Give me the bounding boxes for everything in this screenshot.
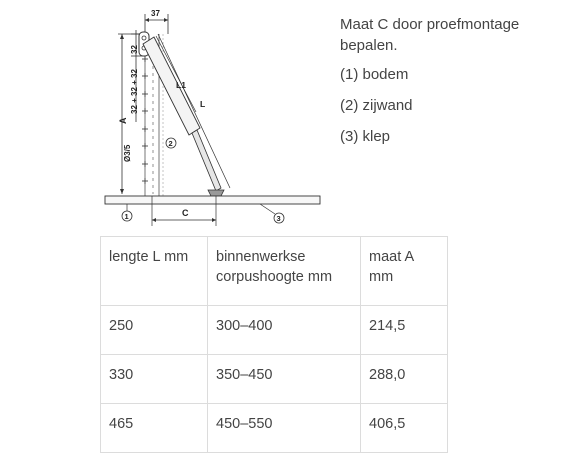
technical-drawing [100, 4, 330, 229]
dim-L-label: L [200, 99, 206, 109]
dim-37-arrow-right [164, 18, 168, 22]
marker-1-label: 1 [124, 212, 129, 221]
dim-L1-label: L1 [176, 80, 186, 90]
cell-length: 465 [101, 404, 208, 453]
strut-cylinder [143, 37, 200, 135]
dim-A-label: A [118, 117, 128, 124]
legend-item-zijwand: (2) zijwand [340, 97, 413, 114]
dim-C-label: C [182, 208, 189, 218]
legend-item-klep: (3) klep [340, 128, 391, 145]
marker-2-label: 2 [168, 139, 173, 148]
table-row [101, 306, 448, 355]
dim-C-arrow-right [212, 218, 216, 222]
dim-A-arrow-top [120, 34, 124, 39]
spec-table [100, 236, 448, 453]
marker-3-leader [260, 204, 275, 214]
cell-cabinet-height: 450–550 [208, 404, 361, 453]
notes-panel [340, 14, 575, 157]
bottom-board [105, 196, 320, 204]
cell-cabinet-height: 350–450 [208, 355, 361, 404]
strut-rod [192, 130, 221, 191]
header-cabinet-height: binnenwerkse corpushoogte mm [208, 237, 361, 306]
dim-32x3-label: 32 + 32 + 32 [130, 69, 139, 114]
cell-cabinet-height: 300–400 [208, 306, 361, 355]
table-header-row [101, 237, 448, 306]
table-row [101, 355, 448, 404]
marker-3-label: 3 [276, 214, 281, 223]
table-row [101, 404, 448, 453]
strut-foot [208, 190, 224, 196]
measurement-note: Maat C door proefmontage bepalen. [340, 16, 520, 54]
cell-dimension-a: 406,5 [361, 404, 448, 453]
dim-hole-label: Ø3/5 [123, 144, 132, 162]
header-dimension-a: maat A mm [361, 237, 448, 306]
dim-C-arrow-left [152, 218, 156, 222]
dim-37-label: 37 [151, 9, 160, 18]
cell-length: 330 [101, 355, 208, 404]
header-length: lengte L mm [101, 237, 208, 306]
cell-dimension-a: 288,0 [361, 355, 448, 404]
cell-dimension-a: 214,5 [361, 306, 448, 355]
dim-A-arrow-bottom [120, 189, 124, 194]
dim-32-label: 32 [130, 45, 139, 54]
legend-item-bodem: (1) bodem [340, 66, 409, 83]
dim-37-arrow-left [145, 18, 149, 22]
dim-L-line [158, 34, 230, 188]
cell-length: 250 [101, 306, 208, 355]
